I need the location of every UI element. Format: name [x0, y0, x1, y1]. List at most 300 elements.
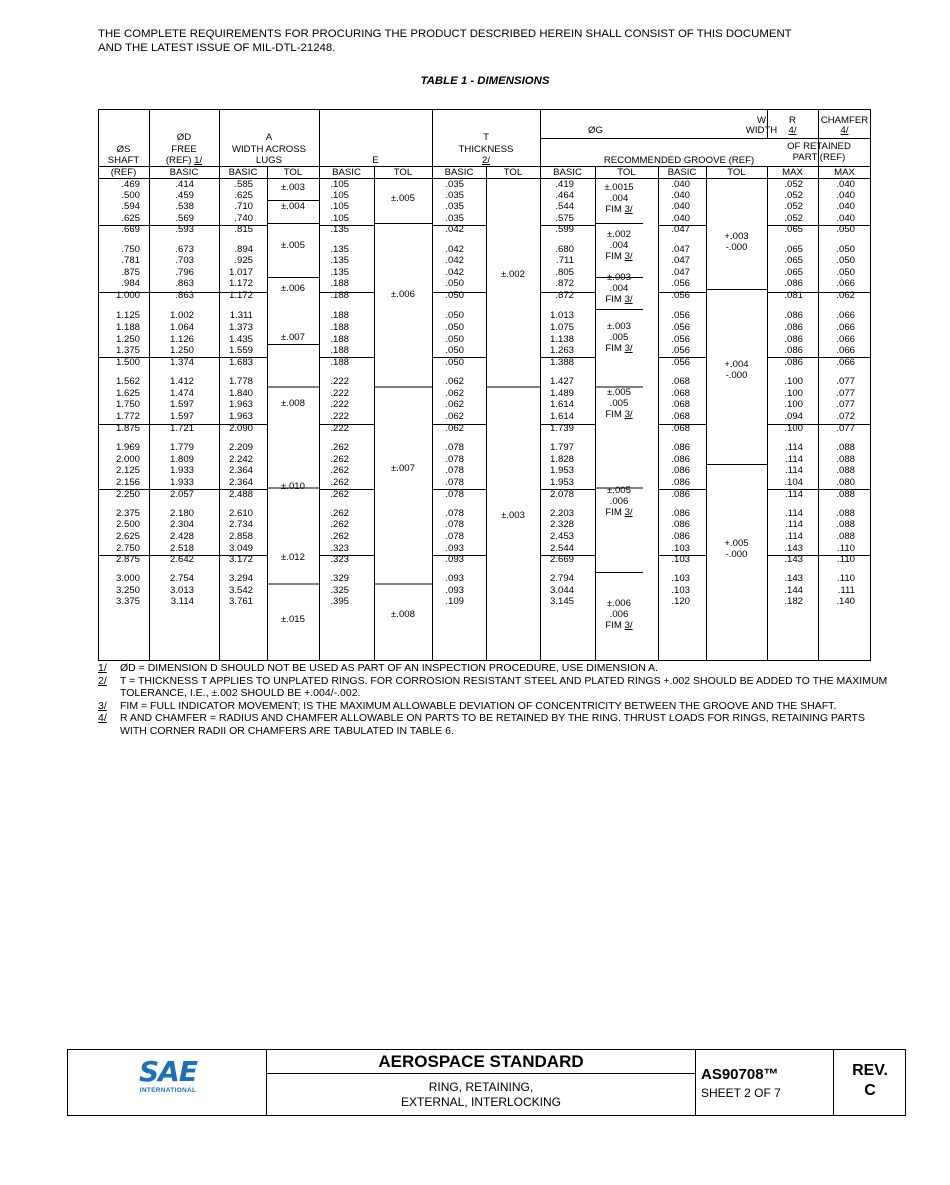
cell-d: .673: [175, 243, 194, 255]
cell-d: 3.013: [169, 584, 194, 596]
cell-d: 1.064: [169, 322, 194, 333]
header-chamfer-max: MAX: [834, 167, 855, 178]
cell-e: .325: [330, 584, 349, 596]
cell-e: .222: [330, 422, 349, 434]
cell-w: .056: [671, 310, 690, 321]
header-t-thickness: THICKNESS: [458, 144, 514, 155]
fim-text: FIM: [605, 408, 625, 420]
table-grid: [98, 109, 871, 661]
cell-e: .323: [330, 542, 349, 554]
cell-d: 1.002: [169, 310, 194, 321]
cell-s: .750: [121, 243, 140, 255]
cell-e: .262: [330, 453, 349, 465]
cell-r: .052: [784, 201, 803, 212]
cell-e: .188: [330, 356, 349, 368]
cell-ch: .066: [836, 345, 855, 356]
cell-w: .047: [671, 267, 690, 278]
cell-t: .062: [445, 422, 464, 434]
cell-ch: .077: [836, 399, 855, 410]
cell-r: .100: [784, 399, 803, 410]
cell-s: .625: [121, 212, 140, 224]
cell-r: .086: [784, 333, 803, 345]
cell-g: 1.953: [549, 477, 574, 488]
g-tol-line: ±.003: [607, 320, 631, 332]
cell-a: 1.559: [228, 345, 253, 356]
w-tol-line: +.003: [724, 230, 749, 242]
cell-a: 2.734: [228, 519, 253, 530]
e-tol-block: [374, 463, 432, 474]
header-d-free: FREE: [171, 144, 197, 155]
cell-w: .103: [671, 584, 690, 596]
g-tol-block: [595, 485, 643, 518]
cell-d: 1.474: [169, 387, 194, 399]
cell-ch: .050: [836, 243, 855, 255]
cell-t: .093: [445, 554, 464, 565]
cell-s: 1.125: [115, 310, 140, 321]
header-e-basic: BASIC: [332, 167, 361, 178]
cell-a: .925: [234, 255, 253, 266]
header-r-symbol: R: [789, 115, 796, 126]
doc-title-line-2: EXTERNAL, INTERLOCKING: [400, 1095, 562, 1109]
note-number: 4/: [98, 712, 107, 724]
cell-d: 1.779: [169, 442, 194, 453]
cell-r: .086: [784, 278, 803, 289]
cell-d: .863: [175, 290, 194, 301]
header-d-note: 1/: [194, 155, 203, 166]
a-tol-block: [267, 182, 319, 193]
cell-a: 1.963: [228, 410, 253, 422]
cell-w: .086: [671, 530, 690, 542]
doc-number: AS90708™: [701, 1066, 779, 1083]
cell-g: 1.614: [549, 399, 574, 410]
cell-a: .585: [234, 178, 253, 190]
cell-d: 1.597: [169, 410, 194, 422]
cell-s: .469: [121, 178, 140, 190]
cell-w: .047: [671, 255, 690, 266]
header-g-basic: BASIC: [553, 167, 582, 178]
cell-s: 2.875: [115, 554, 140, 565]
fim-text: FIM: [605, 250, 625, 262]
g-tol-block: [595, 229, 643, 262]
cell-e: .188: [330, 333, 349, 345]
cell-r: .144: [784, 584, 803, 596]
cell-a: 3.294: [228, 573, 253, 584]
cell-s: 3.000: [115, 573, 140, 584]
cell-w: .056: [671, 345, 690, 356]
cell-w: .056: [671, 322, 690, 333]
e-tol-line: ±.005: [391, 193, 415, 204]
w-tol-block: [706, 231, 767, 253]
fim-text: FIM: [605, 507, 625, 518]
cell-s: .875: [121, 267, 140, 278]
cell-ch: .110: [837, 542, 855, 554]
note-number: 2/: [98, 674, 107, 687]
cell-ch: .050: [836, 267, 855, 278]
header-g-symbol: ØG: [588, 125, 603, 136]
e-tol-line: ±.008: [391, 608, 415, 620]
cell-d: 1.412: [169, 376, 194, 387]
w-tol-block: [706, 359, 767, 381]
cell-s: 1.625: [115, 387, 140, 399]
cell-w: .103: [671, 542, 690, 554]
cell-r: .086: [784, 345, 803, 356]
cell-t: .078: [445, 477, 464, 488]
cell-ch: .110: [837, 573, 855, 584]
cell-s: 1.750: [115, 399, 140, 410]
cell-t: .050: [445, 290, 464, 301]
header-t-basic: BASIC: [444, 167, 474, 178]
cell-r: .100: [784, 376, 803, 387]
g-tol-block: [595, 321, 643, 354]
cell-t: .109: [445, 596, 464, 607]
cell-t: .042: [445, 255, 464, 266]
a-tol-line: ±.008: [281, 397, 305, 409]
cell-ch: .111: [837, 584, 855, 596]
cell-d: 2.304: [169, 519, 194, 530]
cell-g: 2.203: [549, 507, 574, 519]
cell-e: .188: [330, 322, 349, 333]
cell-s: 2.156: [115, 477, 140, 488]
sae-logo-mark: SAE: [139, 1055, 197, 1088]
cell-w: .040: [671, 201, 690, 212]
cell-w: .103: [671, 554, 690, 565]
cell-g: .805: [555, 267, 574, 278]
header-a-tol: TOL: [283, 167, 303, 178]
cell-s: 1.375: [115, 345, 140, 356]
cell-w: .040: [671, 212, 690, 224]
cell-t: .062: [445, 387, 464, 399]
cell-w: .086: [671, 442, 690, 453]
cell-g: .680: [555, 243, 574, 255]
standard-type: AEROSPACE STANDARD: [378, 1052, 584, 1071]
cell-e: .105: [330, 212, 349, 224]
sae-logo-sub: INTERNATIONAL: [139, 1087, 197, 1094]
cell-r: .081: [784, 290, 803, 301]
cell-t: .050: [445, 333, 464, 345]
header-a-symbol: A: [265, 132, 273, 143]
a-tol-line: ±.007: [281, 331, 305, 343]
header-chamfer-note: 4/: [840, 125, 849, 136]
w-tol-block: [706, 538, 767, 560]
cell-a: 1.017: [228, 267, 253, 278]
fim-text: FIM: [605, 293, 625, 305]
cell-ch: .088: [836, 442, 855, 453]
g-tol-line: .004: [609, 193, 629, 204]
cell-s: 2.125: [115, 465, 140, 476]
cell-g: 2.544: [549, 542, 574, 554]
cell-w: .056: [671, 278, 690, 289]
cell-s: .594: [121, 201, 140, 212]
t-tol-line: ±.003: [501, 510, 525, 521]
cell-w: .047: [671, 224, 690, 235]
w-tol-line: -.000: [725, 241, 748, 253]
cell-d: 3.114: [170, 596, 194, 607]
w-tol-line: -.000: [725, 548, 748, 560]
cell-a: .740: [234, 212, 253, 224]
cell-a: .894: [234, 243, 253, 255]
a-tol-line: ±.005: [281, 239, 305, 251]
cell-g: 1.013: [549, 310, 574, 321]
cell-r: .114: [785, 507, 803, 519]
note-3: [98, 700, 888, 713]
cell-d: .863: [175, 278, 194, 289]
cell-w: .068: [671, 399, 690, 410]
cell-e: .262: [330, 442, 349, 453]
cell-g: 1.075: [549, 322, 574, 333]
cell-g: .872: [555, 278, 574, 289]
cell-a: 3.172: [228, 554, 253, 565]
cell-d: .569: [175, 212, 194, 224]
cell-g: 1.263: [549, 345, 574, 356]
g-tol-line: .004: [609, 239, 629, 251]
cell-e: .188: [330, 290, 349, 301]
cell-s: 3.375: [115, 596, 140, 607]
cell-d: 2.518: [169, 542, 194, 554]
rev-letter: C: [864, 1082, 876, 1099]
cell-ch: .140: [836, 596, 855, 607]
cell-a: 1.435: [228, 333, 253, 345]
g-tol-line: [595, 343, 643, 354]
g-tol-line: ±.003: [607, 271, 631, 283]
cell-t: .035: [445, 212, 464, 224]
cell-r: .143: [784, 542, 803, 554]
cell-e: .262: [330, 519, 349, 530]
cell-ch: .088: [836, 519, 855, 530]
header-g-tol: TOL: [617, 167, 636, 178]
cell-ch: .080: [836, 477, 855, 488]
cell-w: .056: [671, 333, 690, 345]
g-tol-line: ±.0015: [604, 182, 634, 193]
cell-g: .544: [555, 201, 574, 212]
header-a-basic: BASIC: [228, 167, 258, 178]
cell-s: .500: [121, 189, 140, 201]
cell-s: 1.875: [115, 422, 140, 434]
cell-r: .065: [784, 255, 803, 266]
a-tol-line: ±.004: [281, 201, 305, 212]
note-text: FIM = FULL INDICATOR MOVEMENT; IS THE MAXIMUM ALLOWABLE DEVIATION OF CONCENTRICITY BETWEEN THE GROOVE AND THE SHAFT.: [120, 699, 837, 712]
cell-s: 1.000: [115, 290, 140, 301]
cell-ch: .066: [836, 322, 855, 333]
cell-t: .050: [445, 356, 464, 368]
cell-g: 1.828: [549, 453, 574, 465]
t-tol-line: ±.002: [501, 269, 525, 280]
cell-t: .093: [445, 584, 464, 596]
header-d-ref: [149, 155, 219, 166]
cell-t: .042: [445, 243, 464, 255]
g-tol-line: ±.005: [607, 386, 631, 398]
cell-s: 2.500: [115, 519, 140, 530]
cell-e: .262: [330, 465, 349, 476]
g-tol-line: [595, 409, 643, 420]
cell-r: .114: [785, 530, 803, 542]
cell-w: .068: [671, 376, 690, 387]
cell-s: .669: [121, 224, 140, 235]
cell-w: .056: [671, 356, 690, 368]
cell-r: .100: [784, 422, 803, 434]
cell-t: .078: [445, 507, 464, 519]
a-tol-line: ±.003: [281, 181, 305, 193]
e-tol-block: [374, 193, 432, 204]
note-text: ØD = DIMENSION D SHOULD NOT BE USED AS PART OF AN INSPECTION PROCEDURE, USE DIMENSION A.: [120, 662, 659, 674]
cell-w: .086: [671, 453, 690, 465]
cell-s: .984: [121, 278, 140, 289]
note-4: [98, 712, 888, 737]
cell-ch: .050: [836, 255, 855, 266]
cell-w: .068: [671, 410, 690, 422]
cell-a: 1.172: [228, 278, 253, 289]
cell-w: .103: [671, 573, 690, 584]
g-tol-line: ±.005: [607, 485, 631, 496]
cell-g: 1.388: [549, 356, 574, 368]
note-number: 3/: [98, 699, 107, 712]
cell-ch: .088: [836, 530, 855, 542]
cell-s: 2.375: [115, 507, 140, 519]
cell-d: 1.721: [169, 422, 194, 434]
t-tol-block: [486, 510, 540, 521]
header-w-width: WIDTH: [745, 125, 778, 136]
cell-r: .143: [784, 573, 803, 584]
cell-a: 1.172: [228, 290, 253, 301]
cell-r: .065: [784, 267, 803, 278]
cell-t: .050: [445, 278, 464, 289]
cell-a: 2.488: [228, 488, 253, 500]
a-tol-block: [267, 240, 319, 251]
cell-d: .414: [175, 178, 194, 190]
cell-r: .114: [785, 519, 803, 530]
cell-g: 1.953: [549, 465, 574, 476]
cell-r: .052: [784, 212, 803, 224]
fim-note: 3/: [624, 204, 633, 215]
w-tol-line: +.004: [724, 359, 749, 370]
cell-r: .052: [784, 178, 803, 190]
header-t-note: 2/: [481, 155, 490, 166]
fim-note: 3/: [624, 293, 633, 305]
cell-a: 1.373: [228, 322, 253, 333]
header-d-basic: BASIC: [169, 167, 199, 178]
cell-a: 1.963: [228, 399, 253, 410]
cell-s: 1.772: [115, 410, 140, 422]
cell-g: 1.739: [549, 422, 574, 434]
header-w-symbol: W: [756, 115, 767, 126]
g-tol-block: [595, 598, 643, 631]
cell-d: 2.642: [169, 554, 194, 565]
g-tol-line: ±.002: [607, 228, 631, 240]
cell-e: .135: [330, 267, 349, 278]
cell-s: 1.250: [115, 333, 140, 345]
g-tol-line: [595, 620, 643, 631]
cell-d: 1.374: [169, 356, 194, 368]
cell-e: .395: [330, 596, 349, 607]
e-tol-block: [374, 609, 432, 620]
cell-g: .419: [555, 178, 574, 190]
note-1: [98, 662, 888, 675]
e-tol-line: ±.006: [391, 288, 415, 300]
header-d-symbol: ØD: [176, 132, 192, 143]
g-tol-line: [595, 251, 643, 262]
cell-ch: .088: [836, 453, 855, 465]
cell-t: .042: [445, 267, 464, 278]
note-2: [98, 675, 888, 700]
header-e-symbol: E: [372, 155, 379, 166]
rev-label: REV.: [852, 1062, 888, 1079]
fim-note: 3/: [624, 619, 633, 631]
cell-ch: .062: [836, 290, 855, 301]
header-r-max: MAX: [782, 167, 803, 178]
cell-ch: .077: [836, 387, 855, 399]
fim-note: 3/: [624, 408, 633, 420]
cell-t: .078: [445, 453, 464, 465]
cell-ch: .088: [836, 488, 855, 500]
cell-d: .538: [175, 201, 194, 212]
cell-a: 1.778: [228, 376, 253, 387]
cell-w: .056: [671, 290, 690, 301]
intro-line-1: THE COMPLETE REQUIREMENTS FOR PROCURING THE PRODUCT DESCRIBED HEREIN SHALL CONSIST OF THIS DOCUMENT: [98, 28, 792, 40]
header-w-basic: BASIC: [667, 167, 697, 178]
cell-g: 3.044: [549, 584, 574, 596]
cell-e: .222: [330, 387, 349, 399]
g-tol-line: .005: [609, 331, 629, 343]
cell-g: 2.669: [549, 554, 574, 565]
t-tol-block: [486, 269, 540, 280]
e-tol-block: [374, 289, 432, 300]
g-tol-line: ±.006: [607, 597, 631, 609]
cell-e: .135: [330, 224, 349, 235]
cell-e: .135: [330, 243, 349, 255]
a-tol-block: [267, 614, 319, 625]
cell-g: 1.614: [549, 410, 574, 422]
cell-e: .188: [330, 345, 349, 356]
header-retained-1: OF RETAINED: [787, 141, 851, 152]
cell-a: 3.761: [228, 596, 253, 607]
cell-a: .710: [234, 201, 253, 212]
cell-e: .188: [330, 310, 349, 321]
cell-a: 2.364: [228, 477, 253, 488]
cell-a: 1.840: [228, 387, 253, 399]
cell-g: 1.427: [549, 376, 574, 387]
fim-text: FIM: [605, 204, 625, 215]
header-s-ref: (REF): [110, 167, 137, 178]
cell-ch: .088: [836, 507, 855, 519]
dimensions-table: [98, 109, 871, 661]
cell-d: 1.933: [169, 465, 194, 476]
cell-a: 3.049: [228, 542, 253, 554]
cell-r: .052: [784, 189, 803, 201]
cell-a: .625: [234, 189, 253, 201]
cell-ch: .077: [836, 422, 855, 434]
cell-g: .599: [555, 224, 574, 235]
cell-a: 2.242: [228, 453, 253, 465]
cell-ch: .072: [836, 410, 855, 422]
doc-title-line-1: RING, RETAINING,: [428, 1080, 534, 1094]
cell-s: 1.188: [115, 322, 140, 333]
cell-t: .062: [445, 399, 464, 410]
cell-t: .078: [445, 488, 464, 500]
cell-w: .040: [671, 189, 690, 201]
cell-a: 2.364: [228, 465, 253, 476]
a-tol-line: ±.006: [281, 282, 305, 294]
sheet-number: SHEET 2 OF 7: [701, 1086, 781, 1100]
cell-g: 1.138: [549, 333, 574, 345]
cell-g: .575: [555, 212, 574, 224]
header-a-lugs: LUGS: [255, 155, 283, 166]
cell-g: .872: [555, 290, 574, 301]
g-tol-block: [595, 272, 643, 305]
cell-g: 2.078: [549, 488, 574, 500]
cell-g: 2.453: [549, 530, 574, 542]
cell-a: 3.542: [228, 584, 253, 596]
cell-d: .703: [175, 255, 194, 266]
cell-e: .222: [330, 399, 349, 410]
